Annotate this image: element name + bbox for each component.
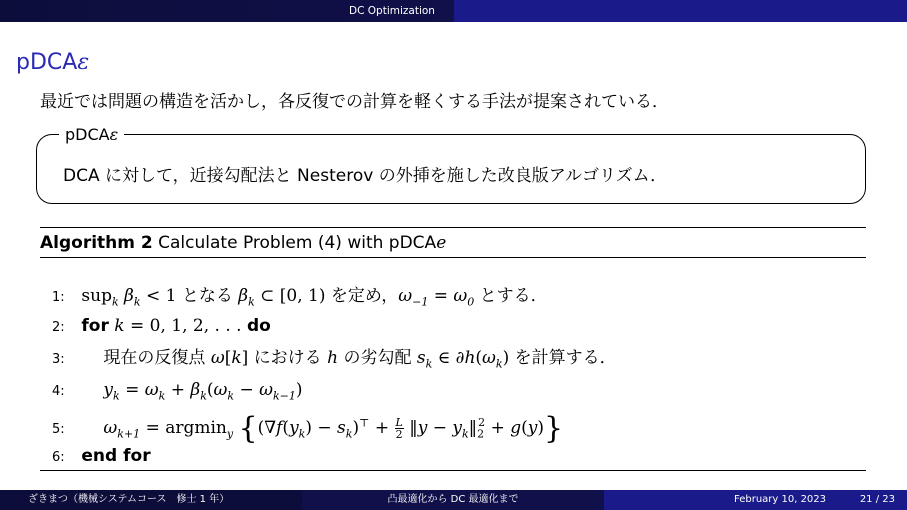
algorithm-caption-e: e [436, 233, 447, 253]
algorithm-line-4 [52, 378, 303, 408]
line-3-text-d: を計算する． [514, 348, 617, 368]
box-title-epsilon: ε [109, 125, 119, 144]
footer-right [604, 490, 907, 510]
definition-box [36, 125, 866, 204]
math-expression: k = 0, 1, 2, . . . [114, 316, 242, 336]
algorithm-caption-text: Calculate Problem (4) with pDCA [158, 233, 437, 253]
footer-title: 凸最適化から DC 最適化まで [302, 490, 604, 510]
footer-bar [0, 490, 907, 510]
math-expression: h [327, 348, 339, 368]
frame-title-epsilon: ε [77, 50, 90, 75]
algorithm-line-6 [52, 444, 151, 470]
line-number: 2: [52, 320, 65, 335]
algorithm-line-1 [52, 284, 548, 314]
line-3-text-a: 現在の反復点 [103, 348, 206, 368]
box-body: DCA に対して，近接勾配法と Nesterov の外挿を施した改良版アルゴリズム． [63, 166, 668, 186]
math-expression: $\omega_{k+1} = argmin_y$ {$(\nabla f(y_k) - s_k)^⊤$ + $\frac{L}{2}$ ‖y − $y_k‖_2^2 + g(y)$} [103, 410, 564, 446]
line-number: 5: [52, 421, 65, 437]
algorithm-line-3 [52, 346, 617, 376]
box-title-text: pDCA [65, 125, 110, 144]
algorithm-mid-rule [40, 257, 866, 258]
math-expression: $\beta_k$ ⊂ [0, 1) [238, 286, 326, 309]
line-1-text-c: とする． [479, 286, 548, 306]
algorithm-label: Algorithm 2 [40, 233, 153, 253]
keyword-do: do [246, 316, 271, 336]
algorithm-caption [40, 232, 446, 254]
line-number: 4: [52, 384, 65, 399]
algorithm-line-5 [52, 411, 563, 446]
algorithm-line-2 [52, 314, 271, 340]
frame-title-text: pDCA [16, 50, 78, 75]
math-expression: $\omega_{-1} = \omega_0$ [398, 286, 475, 309]
line-number: 6: [52, 450, 65, 465]
intro-text: 最近では問題の構造を活かし，各反復での計算を軽くする手法が提案されている． [40, 92, 669, 112]
line-3-text-c: の劣勾配 [343, 348, 412, 368]
line-3-text-b: における [253, 348, 322, 368]
header-bar [0, 0, 907, 22]
math-expression: ω[k] [210, 348, 249, 368]
line-1-text-a: となる [181, 286, 233, 306]
footer-date: February 10, 2023 [734, 494, 827, 505]
section-title[interactable]: DC Optimization [349, 5, 435, 17]
math-expression: $y_k = \omega_k + \beta_k(\omega_k - \omega_{k-1})$ [103, 380, 303, 403]
math-expression: sup$_k$ $\beta_k < 1$ [81, 286, 177, 309]
line-number: 1: [52, 290, 65, 305]
line-1-text-b: を定め， [330, 286, 399, 306]
footer-page-number: 21 / 23 [859, 494, 895, 505]
math-expression: $s_k$ ∈ $\partial h(\omega_k)$ [416, 348, 510, 371]
algorithm-top-rule [40, 227, 866, 228]
frame-title [16, 48, 89, 78]
keyword-end-for: end for [81, 446, 151, 466]
keyword-for: for [81, 316, 109, 336]
algorithm-bottom-rule [40, 470, 866, 471]
box-title [59, 124, 124, 146]
line-number: 3: [52, 352, 65, 367]
footer-author: ざきまつ（機械システムコース 修士 1 年） [0, 490, 302, 510]
